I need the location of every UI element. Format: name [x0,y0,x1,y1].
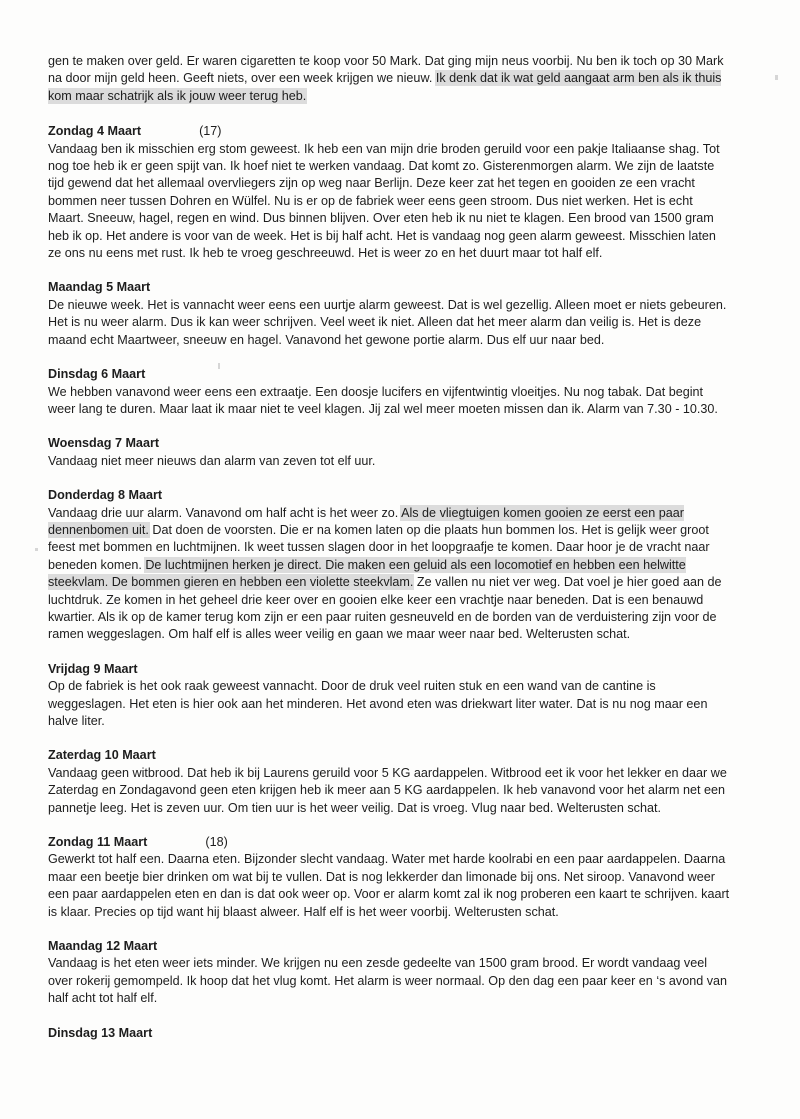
intro-text: gen te maken over geld. Er waren cigaretten te koop voor 50 Mark. Dat ging mijn neus voorbij. Nu ben ik toch op 30 Mark na door mijn geld heen. Geeft niets, over een week krijgen we nieuw. [48,54,724,86]
entry-date: Vrijdag 9 Maart [48,661,138,676]
entry-body: Gewerkt tot half een. Daarna eten. Bijzonder slecht vandaag. Water met harde koolrabi en een paar aardappelen. Daarna maar een beetje bier drinken om wat bij te vullen. Dat is nog lekkerder dan limonade bij ons. Net siroop. Vanavond weer een paar aardappelen eten en dan is dat ook weer op. Voor er alarm komt zal ik nog proberen een kaart te schrijven. kaart is klaar. Precies op tijd want hij blaast alweer. Half elf is het weer voorbij. Welterusten schat. [48,852,730,919]
entry-date: Dinsdag 13 Maart [48,1025,153,1040]
page-number-marker: (17) [199,124,222,139]
intro-paragraph [48,53,730,105]
entry-date: Zondag 11 Maart [48,835,148,850]
entry-body: Vandaag is het eten weer iets minder. We krijgen nu een zesde gedeelte van 1500 gram brood. Er wordt vandaag veel over rokerij gemompeld. Ik hoop dat het vlug komt. Het alarm is weer normaal. Op den dag een paar keer en ‘s avond van half acht tot half elf. [48,956,728,1006]
entry-body: De nieuwe week. Het is vannacht weer eens een uurtje alarm geweest. Dat is wel gezellig. Alleen moet er niets gebeuren. Het is nu weer alarm. Dus ik kan weer schrijven. Veel weet ik niet. Alleen dat het meer alarm dan veilig is. Het is deze maand echt Maartweer, sneeuw en hagel. Vanavond het gewone portie alarm. Dus elf uur naar bed. [48,297,727,347]
entry-text: Ze vallen nu niet ver weg. Dat voel je hier goed aan de luchtdruk. Ze komen in het geheel drie keer over en gooien elke keer een vrachtje naar beneden. Dat is een benauwd kwartier. Als ik op de kamer terug kom zijn er een paar ruiten gesneuveld en de borden van de verduistering zijn voor de ramen weggeslagen. Om half elf is alles weer veilig en gaan we maar weer naar bed. Welterusten schat. [48,575,722,642]
intro-highlighted-text: Ik denk dat ik wat geld aangaat arm ben als ik thuis kom maar schatrijk als ik jouw weer terug heb. [48,71,722,103]
diary-entry-zaterdag-10-maart [48,747,730,817]
diary-entry-woensdag-7-maart [48,435,730,470]
entry-date: Donderdag 8 Maart [48,488,163,503]
entry-date: Zondag 4 Maart [48,124,142,139]
entry-body: We hebben vanavond weer eens een extraatje. Een doosje lucifers en vijfentwintig vloeitjes. Nu nog tabak. Dat begint weer lang te duren. Maar laat ik maar niet te veel klagen. Jij zal wel meer moeten missen dan ik. Alarm van 7.30 - 10.30. [48,384,718,416]
diary-entry-dinsdag-6-maart [48,366,730,418]
scan-speck [35,548,38,551]
diary-entry-zondag-4-maart [48,123,730,262]
diary-entry-dinsdag-13-maart [48,1025,730,1042]
scan-speck [775,75,778,80]
entry-body: Vandaag geen witbrood. Dat heb ik bij Laurens geruild voor 5 KG aardappelen. Witbrood eet ik voor het lekker en daar we Zaterdag en Zondagavond geen eten krijgen heb ik meer aan 5 KG aardappelen. Ik heb vanavond voor het alarm net een pannetje leeg. Het is zeven uur. Om tien uur is het weer veilig. Dat is vroeg. Vlug naar bed. Welterusten schat. [48,765,727,815]
entry-text: Dat doen de voorsten. Die er na komen laten op die plaats hun bommen los. Het is gelijk weer groot feest met bommen en luchtmijnen. Ik weet tussen slagen door in het loopgraafje te komen. Daar hoor je de vracht naar beneden komen. [48,522,710,572]
diary-entry-vrijdag-9-maart [48,661,730,731]
highlighted-text: De luchtmijnen herken je direct. Die maken een geluid als een locomotief en hebben een helwitte steekvlam. De bommen gieren en hebben een violette steekvlam. [48,557,686,590]
entry-text: Vandaag drie uur alarm. Vanavond om half acht is het weer zo. [48,505,402,520]
entry-body [48,505,730,644]
entry-body: Op de fabriek is het ook raak geweest vannacht. Door de druk veel ruiten stuk en een wand van de cantine is weggeslagen. Het eten is hier ook aan het minderen. Het avond eten was driekwart liter water. Dat is nu nog maar een halve liter. [48,679,708,728]
highlighted-text: Als de vliegtuigen komen gooien ze eerst een paar dennenbomen uit. [48,505,684,537]
entry-date: Maandag 12 Maart [48,939,158,954]
diary-entry-maandag-5-maart [48,279,730,349]
entry-body: Vandaag ben ik misschien erg stom geweest. Ik heb een van mijn drie broden geruild voor een pakje Italiaanse shag. Tot nog toe heb ik er geen spijt van. Ik hoef niet te werken vandaag. Dat komt zo. Gisterenmorgen alarm. We zijn de laatste tijd gewend dat het allemaal overvliegers zijn op weg naar Berlijn. Deze keer zat het tegen en gooiden ze een vracht bommen neer tussen Dohren en Wülfel. Nu is er op de fabriek weer eens geen stroom. Dus niet werken. Het is echt Maart. Sneeuw, hagel, regen en wind. Dus binnen blijven. Over eten heb ik nu niet te klagen. Een brood van 1500 gram heb ik op. Het andere is voor van de week. Het is bij half acht. Het is vandaag nog geen alarm geweest. Misschien laten ze ons nu eens met rust. Ik heb te vroeg geschreeuwd. Het is weer zo en het duurt maar tot half elf. [48,141,720,261]
diary-entry-maandag-12-maart [48,938,730,1008]
entry-date: Woensdag 7 Maart [48,436,160,451]
entry-body: Vandaag niet meer nieuws dan alarm van zeven tot elf uur. [48,453,376,468]
entry-date: Maandag 5 Maart [48,280,151,295]
diary-entry-donderdag-8-maart [48,487,730,644]
entry-date: Dinsdag 6 Maart [48,367,146,382]
entry-date: Zaterdag 10 Maart [48,748,156,763]
page-number-marker: (18) [205,835,228,850]
diary-entry-zondag-11-maart [48,834,730,921]
scan-speck [218,363,220,369]
